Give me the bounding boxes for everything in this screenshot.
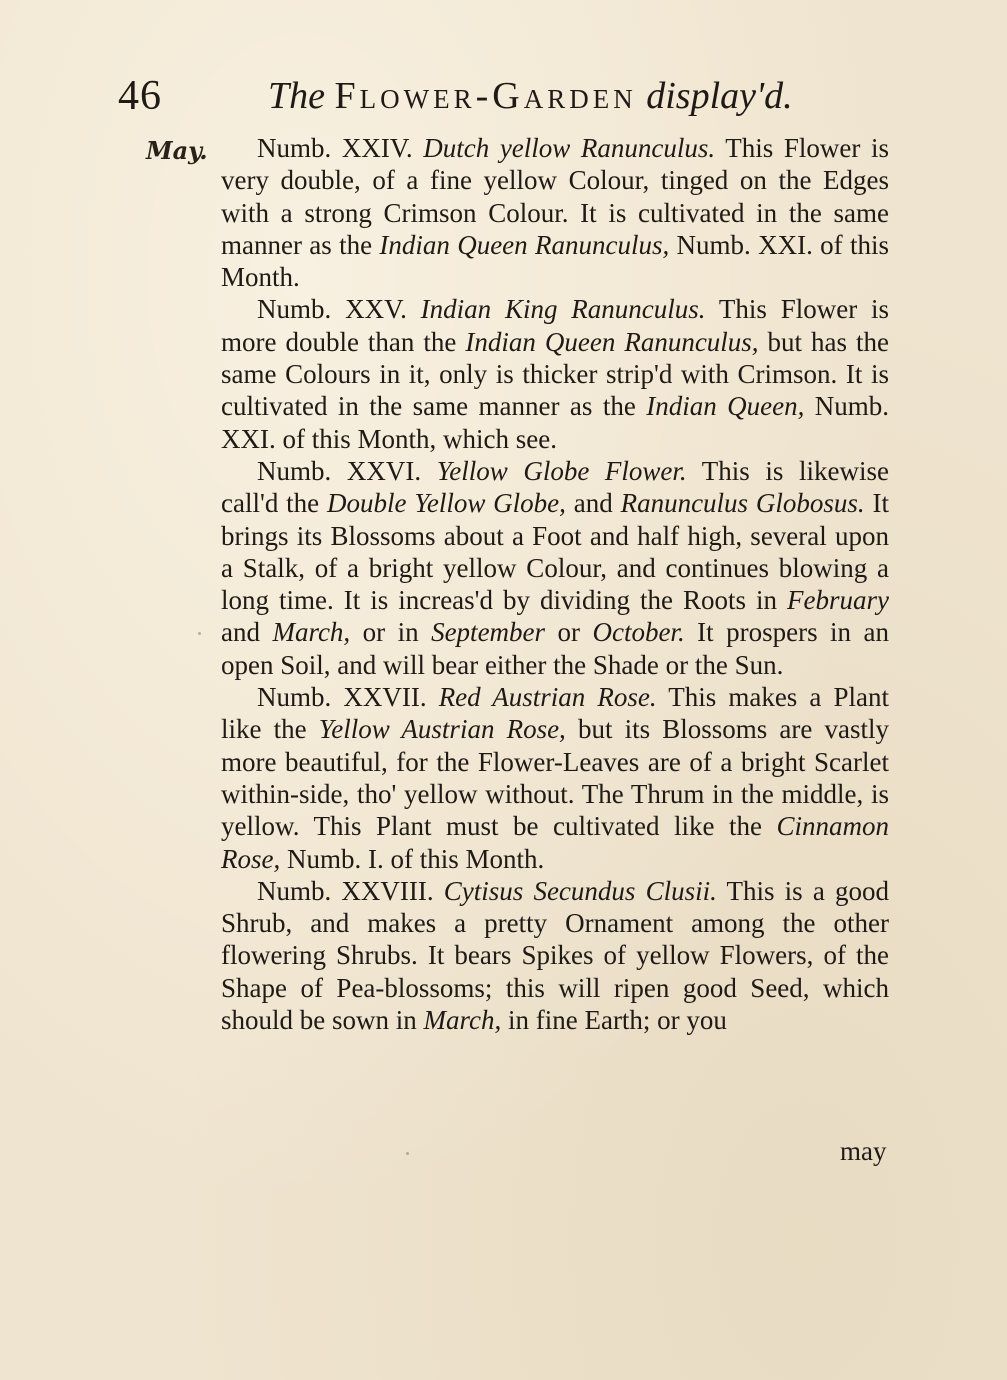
entry-number: Numb. XXVII. <box>257 682 427 713</box>
plant-name: Cytisus Secundus Clusii. <box>443 875 717 906</box>
entry-text: but has the same Colours in it, only is thicker strip'd with Crimson. It is cultivated in the same manner as the <box>221 326 889 422</box>
entry-text: It brings its Blossoms about a Foot and half high, several upon a Stalk, of a bright yellow Colour, and continues blowing a long time. It is increas'd by dividing the Roots in <box>221 488 889 616</box>
entry-text: This Flower is more double than the <box>221 294 890 357</box>
title-prefix: The <box>268 75 325 117</box>
cross-reference: Double Yellow Globe, <box>327 488 566 519</box>
entry-number: Numb. XXV. <box>257 294 407 325</box>
page-number: 46 <box>118 73 162 119</box>
month-name: September <box>431 617 546 648</box>
entry-text: and <box>221 617 273 648</box>
entry-text: This is a good Shrub, and makes a pretty Ornament among the other flowering Shrubs. It bears Spikes of yellow Flowers, of the Shape of Pea-blossoms; this will ripen good Seed, which should be sown in <box>221 875 889 1036</box>
entry-28 <box>221 875 889 1036</box>
entry-text: Numb. I. of this Month. <box>280 843 545 874</box>
running-head <box>118 72 858 124</box>
entry-text: It prospers in an open Soil, and will bear either the Shade or the Sun. <box>221 617 890 680</box>
entry-text: in fine Earth; or you <box>501 1005 727 1036</box>
page-title <box>268 74 793 118</box>
entry-number: Numb. XXIV. <box>257 133 413 163</box>
title-suffix: display'd. <box>646 75 793 117</box>
entry-24 <box>221 132 889 293</box>
title-main: Flower-Garden <box>334 75 637 117</box>
entry-text: This is likewise call'd the <box>221 455 889 519</box>
plant-name: Dutch yellow Ranunculus. <box>423 133 716 163</box>
entry-text: Numb. XXI. of this Month, which see. <box>221 391 890 454</box>
month-name: March, <box>423 1005 502 1036</box>
month-name: October. <box>592 617 685 648</box>
text-block <box>221 132 889 1036</box>
cross-reference: Ranunculus Globosus. <box>620 488 865 519</box>
entry-27 <box>221 681 889 875</box>
month-name: February <box>787 585 889 616</box>
entry-number: Numb. XXVI. <box>257 455 422 486</box>
entry-text: or <box>545 617 593 648</box>
entry-text: This Flower is very double, of a fine yellow Colour, tinged on the Edges with a strong Crimson Colour. It is cultivated in the same manner as the <box>221 133 889 260</box>
entry-26 <box>221 455 889 681</box>
plant-name: Indian King Ranunculus. <box>420 294 706 325</box>
plant-name: Red Austrian Rose. <box>438 682 657 713</box>
cross-reference: Indian Queen Ranunculus, <box>379 229 670 260</box>
entry-text: This makes a Plant like the <box>221 682 890 745</box>
entry-text: Numb. XXI. of this Month. <box>221 229 889 293</box>
month-name: March, <box>272 617 351 648</box>
entry-text: or in <box>350 617 432 648</box>
cross-reference: Indian Queen, <box>646 391 805 422</box>
cross-reference: Indian Queen Ranunculus, <box>465 326 759 357</box>
entry-number: Numb. XXVIII. <box>257 875 434 906</box>
cross-reference: Yellow Austrian Rose, <box>318 714 566 745</box>
catchword: may <box>840 1136 887 1166</box>
cross-reference: Cinnamon Rose, <box>221 811 889 874</box>
entry-text: but its Blossoms are vastly more beautiful, for the Flower-Leaves are of a bright Scarlet within-side, tho' yellow without. The Thrum in the middle, is yellow. This Plant must be cultivated like the <box>221 714 889 842</box>
entry-text: and <box>565 488 621 519</box>
entry-25 <box>221 293 889 454</box>
paper-speck <box>406 1152 409 1155</box>
plant-name: Yellow Globe Flower. <box>436 455 687 486</box>
margin-note-month: May. <box>146 136 208 165</box>
paper-speck <box>198 632 201 635</box>
